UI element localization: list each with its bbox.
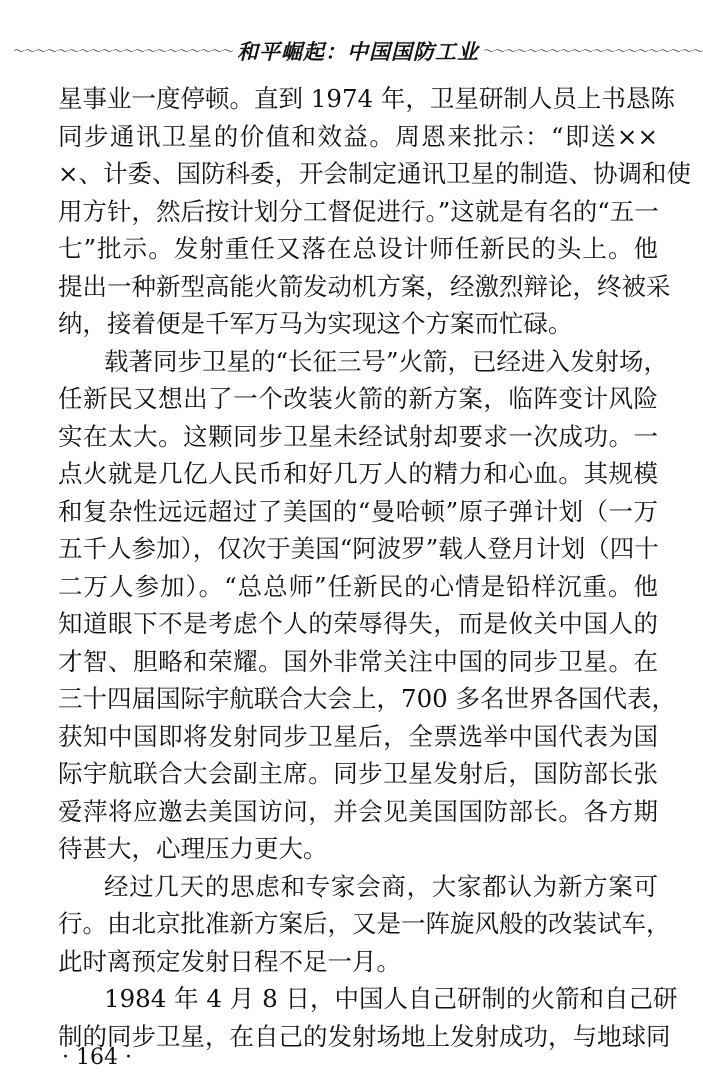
text-line: 才智、胆略和荣耀。国外非常关注中国的同步卫星。在	[58, 646, 658, 676]
text-line: 二万人参加）。“总总师”任新民的心情是铅样沉重。他	[58, 571, 658, 601]
text-line: 星事业一度停顿。直到 1974 年，卫星研制人员上书恳陈	[58, 84, 675, 113]
text-line: 际宇航联合大会副主席。同步卫星发射后，国防部长张	[58, 759, 658, 788]
text-line: 实在太大。这颗同步卫星未经试射却要求一次成功。一	[58, 421, 658, 451]
text-line: 任新民又想出了一个改装火箭的新方案，临阵变计风险	[58, 384, 658, 413]
text-line: 此时离预定发射日程不足一月。	[58, 946, 401, 976]
text-line: 爱萍将应邀去美国访问，并会见美国国防部长。各方期	[58, 796, 658, 826]
text-line: 1984 年 4 月 8 日，中国人自己研制的火箭和自己研	[104, 984, 678, 1013]
text-line: 制的同步卫星，在自己的发射场地上发射成功，与地球同	[58, 1021, 671, 1051]
header-wave-left: ～～～～～～～～～～～～～～～～～～～～	[12, 44, 233, 58]
text-line: 点火就是几亿人民币和好几万人的精力和心血。其规模	[58, 459, 658, 488]
body-text	[58, 80, 692, 1055]
header-wave-right: ～～～～～～～～～～～～～～～～～～～～	[483, 44, 703, 58]
text-line: 提出一种新型高能火箭发动机方案，经激烈辩论，终被采	[58, 271, 671, 301]
running-header	[12, 36, 703, 66]
text-line: 七”批示。发射重任又落在总设计师任新民的头上。他	[58, 234, 658, 263]
text-line: 载著同步卫星的“长征三号”火箭，已经进入发射场，	[104, 346, 669, 376]
text-line: 经过几天的思虑和专家会商，大家都认为新方案可	[104, 871, 658, 901]
text-line: 和复杂性远远超过了美国的“曼哈顿”原子弹计划（一万	[58, 496, 658, 526]
text-line: 纳，接着便是千军万马为实现这个方案而忙碌。	[58, 309, 573, 338]
text-line: 三十四届国际宇航联合大会上，700 多名世界各国代表，	[58, 684, 677, 713]
header-title: 和平崛起：中国国防工业	[237, 39, 479, 64]
text-line: ×、计委、国防科委，开会制定通讯卫星的制造、协调和使	[58, 159, 692, 188]
text-line: 获知中国即将发射同步卫星后，全票选举中国代表为国	[58, 721, 658, 751]
text-line: 同步通讯卫星的价值和效益。周恩来批示：“即送××	[58, 121, 658, 151]
text-line: 用方针，然后按计划分工督促进行。”这就是有名的“五一	[58, 196, 659, 226]
page-number: · 164 ·	[62, 1045, 132, 1070]
text-line: 五千人参加），仅次于美国“阿波罗”载人登月计划（四十	[58, 534, 659, 563]
text-line: 知道眼下不是考虑个人的荣辱得失，而是攸关中国人的	[58, 609, 658, 638]
text-line: 待甚大，心理压力更大。	[58, 834, 328, 863]
text-line: 行。由北京批准新方案后，又是一阵旋风般的改装试车，	[58, 909, 671, 938]
